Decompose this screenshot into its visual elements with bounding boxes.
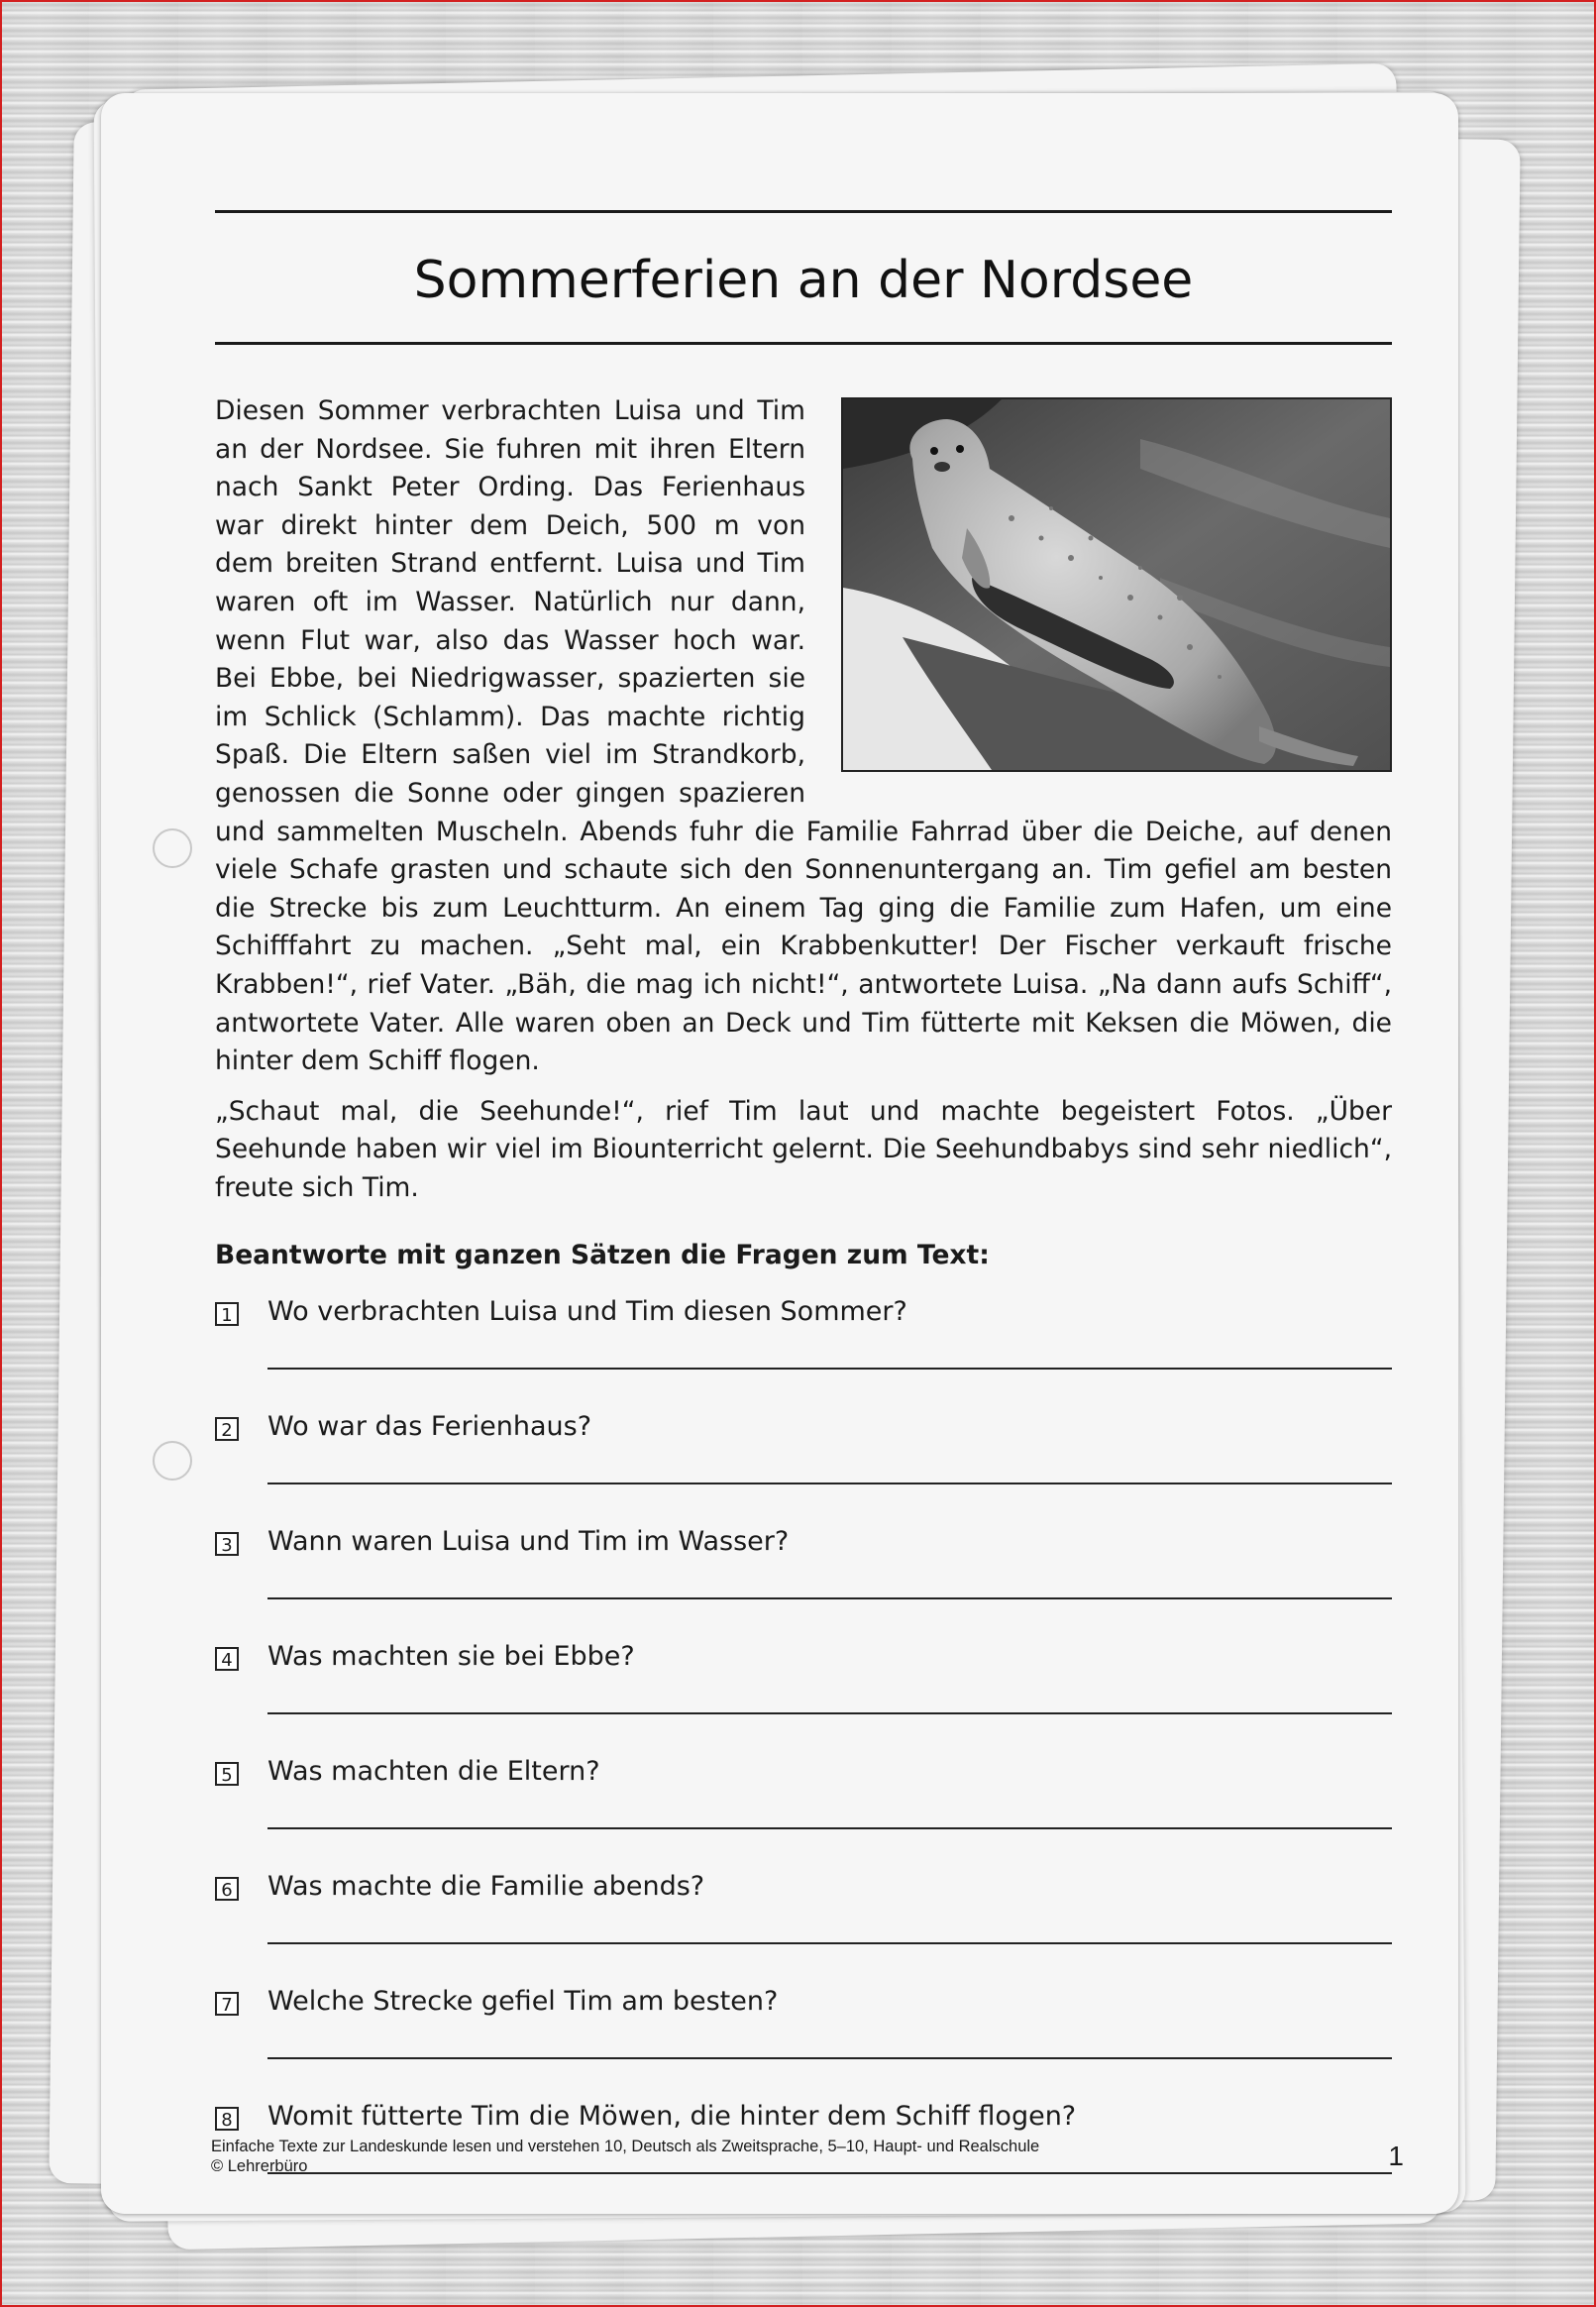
story-paragraph — [215, 392, 1392, 1081]
answer-line[interactable] — [267, 1597, 1392, 1599]
page-footer — [211, 2137, 1404, 2176]
question-text: Was machte die Familie abends? — [267, 1871, 705, 1903]
question-number: 3 — [215, 1532, 239, 1556]
task-instruction: Beantworte mit ganzen Sätzen die Fragen zum Text: — [215, 1240, 990, 1271]
question-text: Wo verbrachten Luisa und Tim diesen Sommer? — [267, 1296, 907, 1328]
title-rule-bottom — [215, 342, 1392, 345]
question-text: Welche Strecke gefiel Tim am besten? — [267, 1986, 779, 2018]
answer-line[interactable] — [267, 1942, 1392, 1944]
question-item — [215, 1863, 1392, 1978]
worksheet-page — [101, 93, 1458, 2214]
title-rule-top — [215, 210, 1392, 213]
question-item — [215, 1633, 1392, 1748]
question-number: 5 — [215, 1762, 239, 1786]
question-item — [215, 1403, 1392, 1518]
question-text: Wo war das Ferienhaus? — [267, 1411, 592, 1443]
punch-hole-icon — [153, 828, 192, 868]
question-text: Was machten sie bei Ebbe? — [267, 1641, 635, 1673]
question-text: Womit fütterte Tim die Möwen, die hinter dem Schiff flogen? — [267, 2101, 1077, 2133]
answer-line[interactable] — [267, 2057, 1392, 2059]
worksheet-content — [215, 210, 1392, 2208]
seal-photo — [841, 397, 1392, 772]
answer-line[interactable] — [267, 1712, 1392, 1714]
answer-line[interactable] — [267, 1368, 1392, 1370]
footer-copyright: © Lehrerbüro — [211, 2157, 308, 2175]
footer-source: Einfache Texte zur Landeskunde lesen und verstehen 10, Deutsch als Zweitsprache, 5–10, Haupt- und Realschule — [211, 2138, 1040, 2155]
question-number: 8 — [215, 2107, 239, 2131]
question-number: 1 — [215, 1302, 239, 1326]
page-number: 1 — [1388, 2141, 1404, 2171]
page-title: Sommerferien an der Nordsee — [413, 251, 1194, 310]
story-paragraph-2: „Schaut mal, die Seehunde!“, rief Tim laut und machte begeistert Fotos. „Über Seehunde haben wir viel im Biounterricht gelernt. Die Seehundbabys sind sehr niedlich“, freute sich Tim. — [215, 1095, 1392, 1203]
question-number: 6 — [215, 1877, 239, 1901]
punch-hole-icon — [153, 1441, 192, 1481]
question-text: Was machten die Eltern? — [267, 1756, 600, 1788]
seal-photo-image — [843, 399, 1390, 770]
question-number: 4 — [215, 1647, 239, 1671]
question-list — [215, 1288, 1392, 2208]
question-number: 2 — [215, 1417, 239, 1441]
answer-line[interactable] — [267, 1827, 1392, 1829]
question-number: 7 — [215, 1992, 239, 2016]
story-text: Diesen Sommer verbrachten Luisa und Tim an der Nordsee. Sie fuhren mit ihren Eltern nach Sankt Peter Ording. Das Ferienhaus war direkt hinter dem Deich, 500 m von dem breiten Strand entfernt. Luisa und Tim waren oft im Wasser. Natürlich nur dann, wenn Flut war, also das Wasser hoch war. Bei Ebbe, bei Niedrigwasser, spazierten sie im Schlick (Schlamm). Das machte richtig Spaß. Die Eltern saßen viel im Strandkorb, genossen die Sonne oder gingen spazieren und sammelten Muscheln. Abends fuhr die Familie Fahrrad über die Deiche, auf denen viele Schafe grasten und schaute sich den Sonnenuntergang an. Tim gefiel am besten die Strecke bis zum Leuchtturm. An einem Tag ging die Familie zum Hafen, um eine Schifffahrt zu machen. „Seht mal, ein Krabbenkutter! Der Fischer verkauft frische Krabben!“, rief Vater. „Bäh, die mag ich nicht!“, antwortete Luisa. „Na dann aufs Schiff“, antwortete Vater. Alle waren oben an Deck und Tim fütterte mit Keksen die Möwen, die hinter dem Schiff flogen. — [215, 395, 1392, 1077]
answer-line[interactable] — [267, 1483, 1392, 1484]
question-item — [215, 1748, 1392, 1863]
question-item — [215, 1978, 1392, 2093]
question-text: Wann waren Luisa und Tim im Wasser? — [267, 1526, 790, 1558]
question-item — [215, 1288, 1392, 1403]
question-item — [215, 1518, 1392, 1633]
